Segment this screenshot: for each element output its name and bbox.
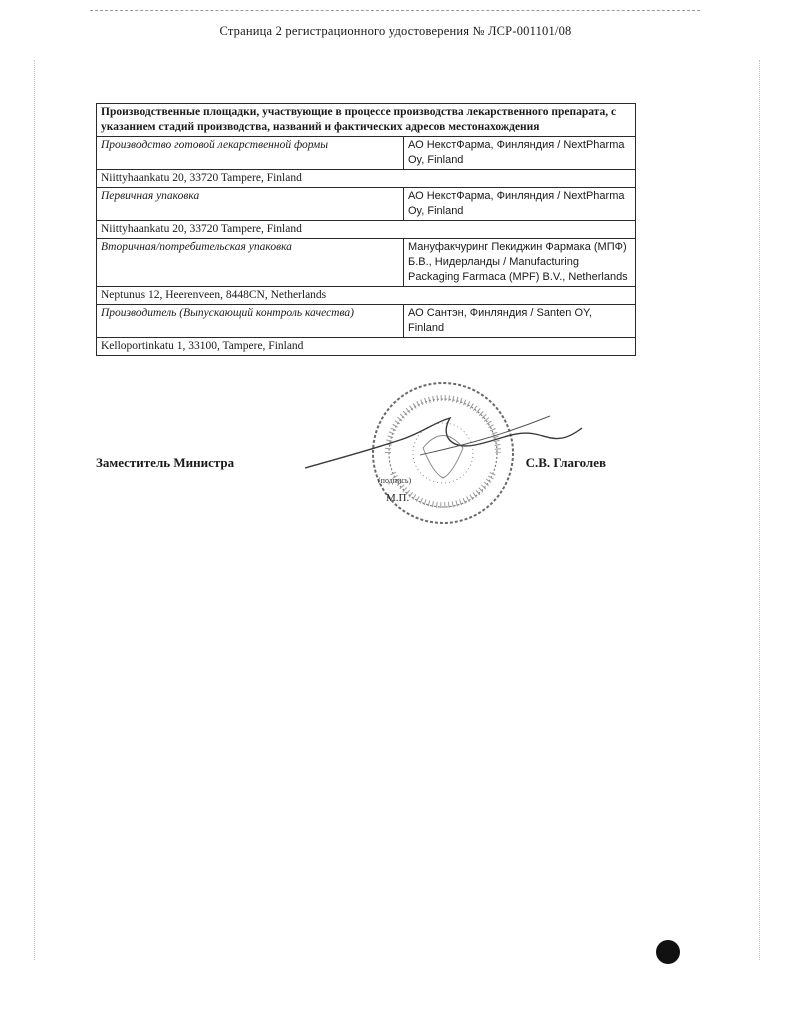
table-row	[97, 170, 636, 188]
manufacturer-name: АО Сантэн, Финляндия / Santen OY, Finland	[404, 305, 636, 338]
scan-artifact-left-edge	[34, 60, 36, 960]
manufacturer-name: АО НекстФарма, Финляндия / NextPharma Oy, Finland	[404, 188, 636, 221]
scan-artifact-right-edge	[759, 60, 761, 960]
table-row	[97, 188, 636, 221]
table-row	[97, 239, 636, 287]
signatory-position: Заместитель Министра	[96, 455, 235, 470]
production-stage: Производитель (Выпускающий контроль качества)	[97, 305, 404, 338]
manufacturer-name: АО НекстФарма, Финляндия / NextPharma Oy, Finland	[404, 137, 636, 170]
signature-block	[96, 455, 606, 475]
signature-caption: (подпись)	[378, 476, 412, 485]
table-row	[97, 221, 636, 239]
table-row	[97, 338, 636, 356]
signatory-name: С.В. Глаголев	[525, 455, 606, 470]
seal-label: М.П.	[386, 492, 410, 504]
production-stage: Производство готовой лекарственной формы	[97, 137, 404, 170]
manufacturer-address: Niittyhaankatu 20, 33720 Tampere, Finland	[97, 221, 636, 239]
page-header: Страница 2 регистрационного удостоверения № ЛСР-001101/08	[219, 24, 572, 38]
production-stage: Вторичная/потребительская упаковка	[97, 239, 404, 287]
table-row	[97, 137, 636, 170]
manufacturer-address: Neptunus 12, Heerenveen, 8448CN, Netherlands	[97, 287, 636, 305]
manufacturer-name: Мануфакчуринг Пекиджин Фармака (МПФ) Б.В., Нидерланды / Manufacturing Packaging Farmaca (MPF) B.V., Netherlands	[404, 239, 636, 287]
production-sites-table	[96, 103, 636, 356]
table-row	[97, 287, 636, 305]
table-title-row	[97, 104, 636, 137]
scan-artifact-top	[90, 10, 700, 13]
production-stage: Первичная упаковка	[97, 188, 404, 221]
table-title: Производственные площадки, участвующие в процессе производства лекарственного препарата, с указанием стадий производства, названий и фактических адресов местонахождения	[97, 104, 636, 137]
manufacturer-address: Niittyhaankatu 20, 33720 Tampere, Finland	[97, 170, 636, 188]
scan-hole-mark	[656, 940, 680, 964]
manufacturer-address: Kelloportinkatu 1, 33100, Tampere, Finland	[97, 338, 636, 356]
table-row	[97, 305, 636, 338]
